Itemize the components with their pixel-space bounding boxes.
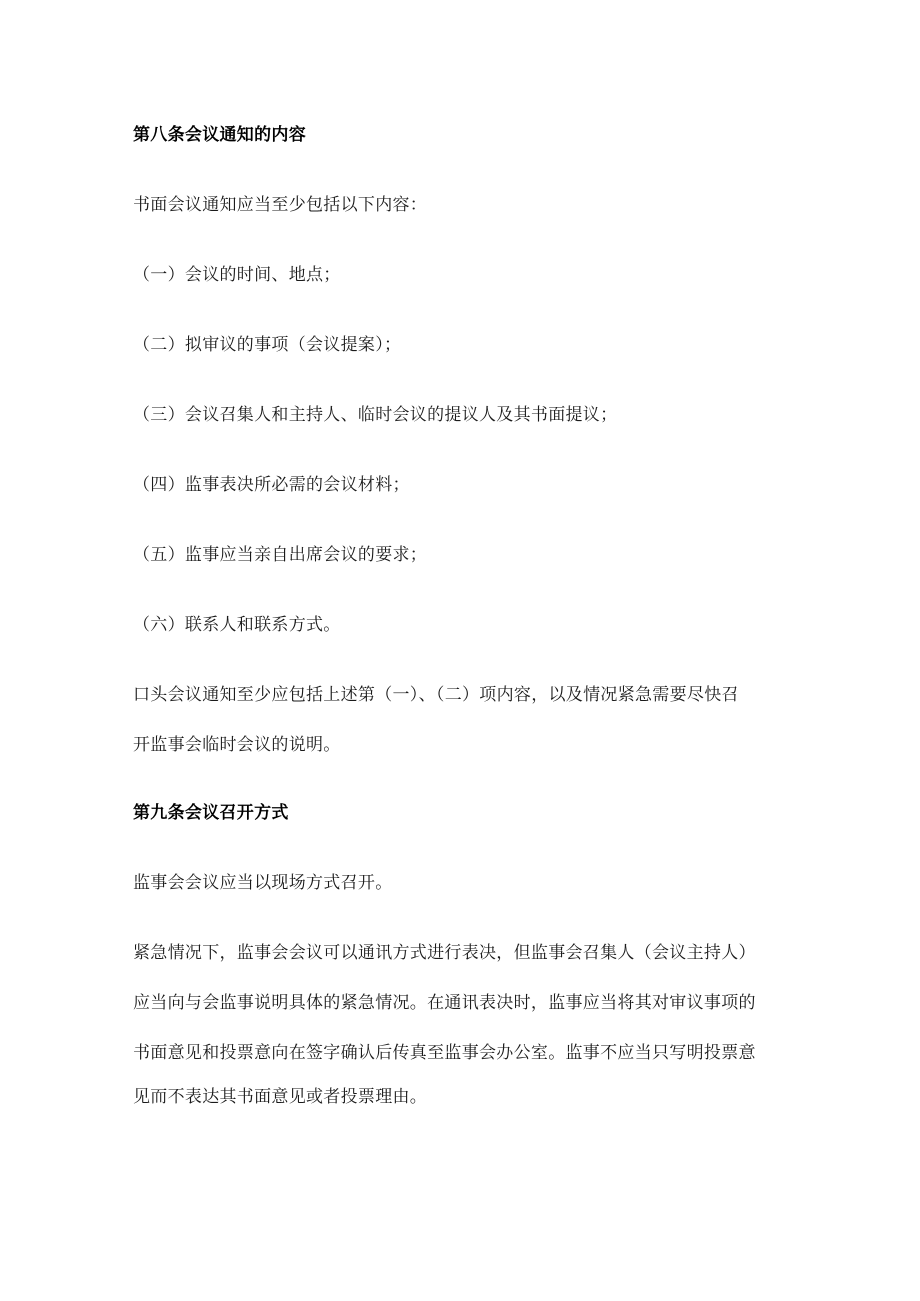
section-9-heading: 第九条会议召开方式 <box>133 803 289 823</box>
section-9-paragraph-2-line: 应当向与会监事说明具体的紧急情况。在通讯表决时，监事应当将其对审议事项的 <box>133 993 756 1013</box>
section-9-paragraph-2-line: 书面意见和投票意向在签字确认后传真至监事会办公室。监事不应当只写明投票意 <box>133 1043 756 1063</box>
list-item: （二）拟审议的事项（会议提案）； <box>133 335 402 355</box>
section-9-paragraph-1: 监事会会议应当以现场方式召开。 <box>133 873 393 893</box>
section-8-heading: 第八条会议通知的内容 <box>133 125 306 145</box>
section-9-paragraph-2-line: 紧急情况下，监事会会议可以通讯方式进行表决，但监事会召集人（会议主持人） <box>133 943 756 963</box>
oral-notice-paragraph-line: 口头会议通知至少应包括上述第（一）、（二）项内容，以及情况紧急需要尽快召 <box>133 685 739 705</box>
list-item: （六）联系人和联系方式。 <box>133 615 341 635</box>
section-8-intro: 书面会议通知应当至少包括以下内容： <box>133 195 428 215</box>
list-item: （五）监事应当亲自出席会议的要求； <box>133 545 428 565</box>
list-item: （三）会议召集人和主持人、临时会议的提议人及其书面提议； <box>133 405 618 425</box>
list-item: （一）会议的时间、地点； <box>133 265 341 285</box>
section-9-paragraph-2-line: 见而不表达其书面意见或者投票理由。 <box>133 1087 428 1107</box>
oral-notice-paragraph-line: 开监事会临时会议的说明。 <box>133 735 341 755</box>
list-item: （四）监事表决所必需的会议材料； <box>133 475 410 495</box>
